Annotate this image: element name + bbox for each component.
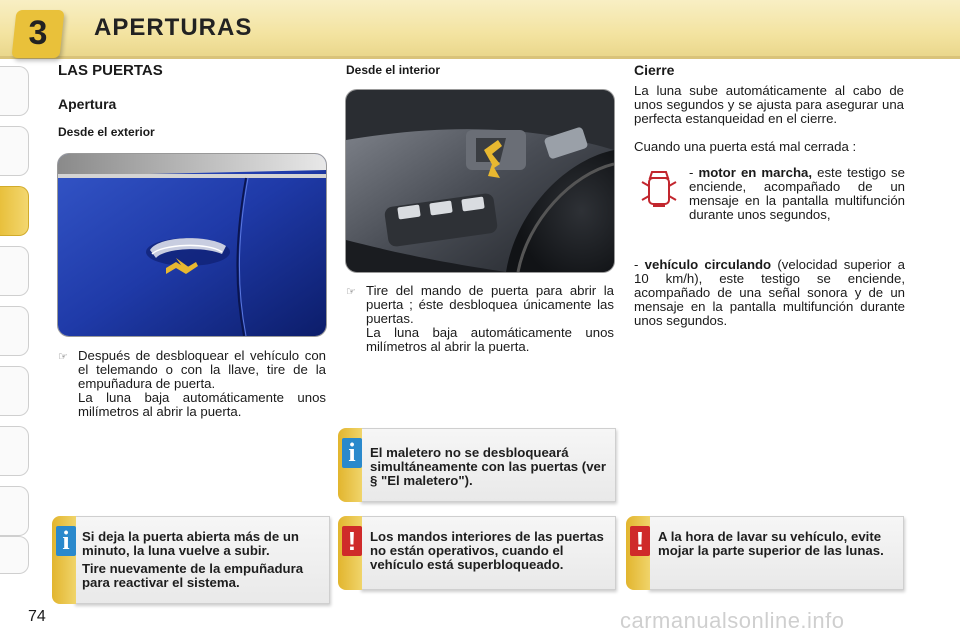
warning-item-driving [634,258,905,328]
door-handle-illustration [58,154,326,336]
warning-icon: ! [630,526,650,556]
subsection-title: Apertura [58,96,117,112]
chapter-tab[interactable] [0,426,29,476]
chapter-tab[interactable] [0,536,29,574]
header-divider [0,56,960,59]
interior-instruction: Tire del mando de puerta para abrir la puerta ; éste desbloquea únicamente las puertas. [366,283,614,326]
warning-item-engine [689,166,905,222]
chapter-tab[interactable] [0,366,29,416]
warning-icon: ! [342,526,362,556]
chapter-tab[interactable] [0,306,29,356]
bullet-icon: ☞ [58,351,68,363]
exterior-instruction: Después de desbloquear el vehículo con el telemando o con la llave, tire de la empuñadura de puerta. [78,348,326,391]
info-icon: i [342,438,362,468]
subsection-heading: Desde el interior [346,63,441,77]
warning-note-deadlock-text: Los mandos interiores de las puertas no están operativos, cuando el vehículo está superbloqueado. [370,529,604,572]
info-note-window-line1: Si deja la puerta abierta más de un minuto, la luna vuelve a subir. [82,529,299,558]
section-title: LAS PUERTAS [58,62,163,79]
chapter-title: APERTURAS [94,14,253,41]
door-interior-photo [345,89,615,273]
interior-handle-illustration [346,90,614,272]
bullet-icon: ☞ [346,286,356,298]
closing-paragraph: La luna sube automáticamente al cabo de unos segundos y se ajusta para asegurar una perfecta estanqueidad en el cierre. [634,83,904,126]
chapter-tabs [0,66,30,576]
chapter-tab[interactable] [0,126,29,176]
warning-note-washing-text: A la hora de lavar su vehículo, evite mojar la parte superior de las lunas. [658,529,884,558]
item-dash: - [689,165,694,180]
item-bold: vehículo circulando [644,257,772,272]
closing-condition: Cuando una puerta está mal cerrada : [634,139,857,154]
chapter-tab[interactable] [0,486,29,536]
info-icon: i [56,526,76,556]
item-text: este testigo se enciende, acompañado de un mensaje en la pantalla multifunción durante unos segundos, [689,165,905,222]
exterior-note: La luna baja automáticamente unos milímetros al abrir la puerta. [78,390,326,419]
chapter-tab-active[interactable] [0,186,29,236]
page-number: 74 [28,608,46,625]
closing-title: Cierre [634,62,675,78]
info-note-trunk-text: El maletero no se desbloqueará simultáneamente con las puertas (ver § "El maletero"). [370,445,606,488]
item-bold: motor en marcha, [698,165,813,180]
interior-note: La luna baja automáticamente unos milímetros al abrir la puerta. [366,325,614,354]
item-dash: - [634,257,639,272]
info-note-window-line2: Tire nuevamente de la empuñadura para reactivar el sistema. [82,561,304,590]
door-open-warning-icon [640,168,678,210]
watermark: carmanualsonline.info [620,608,845,633]
chapter-tab[interactable] [0,66,29,116]
subsection-heading: Desde el exterior [58,125,155,139]
chapter-number: 3 [28,14,48,52]
chapter-tab[interactable] [0,246,29,296]
door-exterior-photo [57,153,327,337]
item-text: (velocidad superior a 10 km/h), este testigo se enciende, acompañado de una señal sonora y de un mensaje en la pantalla multifunción durante unos segundos. [634,257,905,328]
